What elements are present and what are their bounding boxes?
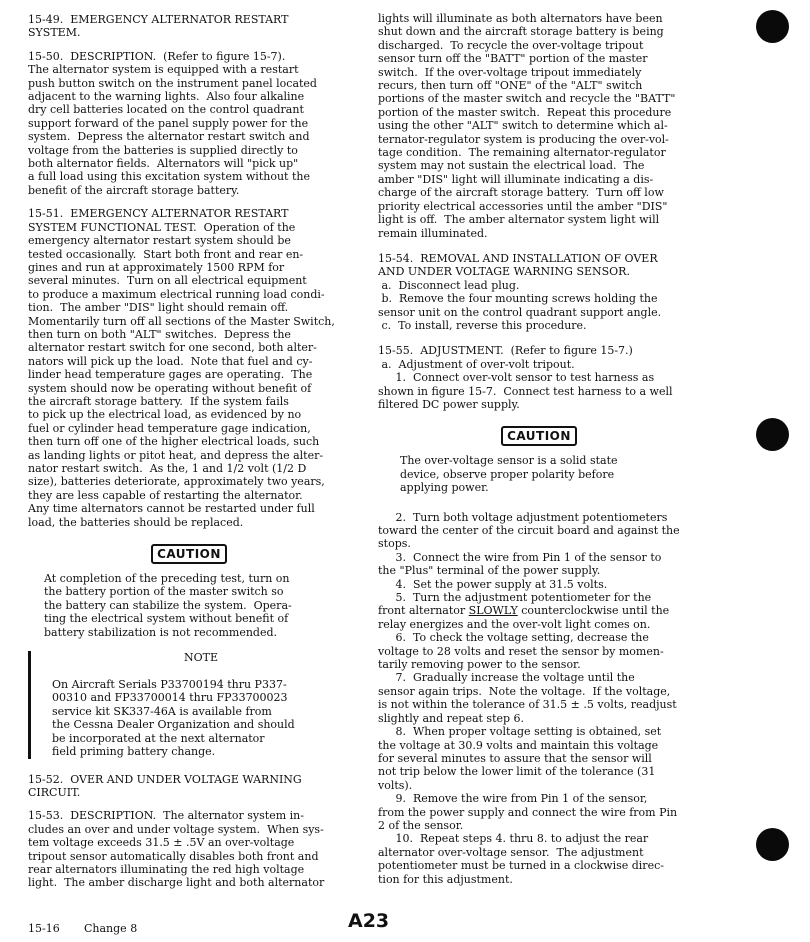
text-line: system may not sustain the electrical load. The — [378, 159, 645, 173]
text-line: tion. The amber "DIS" light should remain off. — [28, 301, 289, 315]
text-line: device, observe proper polarity before — [400, 467, 615, 481]
text-line: AND UNDER VOLTAGE WARNING SENSOR. — [378, 265, 630, 279]
text-line: remain illuminated. — [378, 226, 488, 240]
text-line: the voltage at 30.9 volts and maintain this voltage — [378, 738, 659, 752]
text-line: 8. When proper voltage setting is obtained, set — [378, 725, 662, 739]
text-line: lights will illuminate as both alternators have been — [378, 12, 663, 25]
text-line: switch. If the over-voltage tripout immediately — [378, 65, 642, 79]
section-15-53-continued — [378, 12, 700, 240]
text-line: the Cessna Dealer Organization and should — [52, 718, 295, 732]
text-line: stops. — [378, 537, 411, 551]
text-line: 00310 and FP33700014 thru FP33700023 — [52, 691, 288, 705]
text-line: 4. Set the power supply at 31.5 volts. — [378, 577, 608, 591]
text-line: light. The amber discharge light and both alternator — [28, 876, 325, 890]
text-line: field priming battery change. — [52, 745, 216, 759]
text-line: potentiometer must be turned in a clockwise direc- — [378, 859, 664, 873]
text-line: load, the batteries should be replaced. — [28, 515, 244, 529]
note-title: NOTE — [183, 651, 218, 665]
text-line: 15-50. DESCRIPTION. (Refer to figure 15-7). — [28, 49, 286, 63]
left-column — [28, 13, 350, 890]
caution-label-right: CAUTION — [501, 426, 577, 446]
text-line: the aircraft storage battery. If the system fails — [28, 394, 289, 408]
text-line: 5. Turn the adjustment potentiometer for the — [378, 591, 652, 605]
text-line: both alternator fields. Alternators will "pick up" — [28, 157, 299, 171]
text-line: The alternator system is equipped with a restart — [28, 63, 299, 77]
text-line: sensor again trips. Note the voltage. If the voltage, — [378, 684, 671, 698]
text-line: emergency alternator restart system should be — [28, 234, 291, 248]
text-line: Any time alternators cannot be restarted under full — [28, 502, 315, 516]
text-line: alternator restart switch for one second, both alter- — [28, 341, 317, 355]
text-line: linder head temperature gages are operating. The — [28, 368, 313, 382]
note-box — [28, 651, 350, 758]
slowly-emphasis: SLOWLY — [468, 604, 518, 618]
text-line: dry cell batteries located on the control quadrant — [28, 103, 304, 117]
text-line: for several minutes to assure that the sensor will — [378, 751, 652, 765]
change-number: Change 8 — [84, 922, 138, 935]
caution-label-left: CAUTION — [151, 544, 227, 564]
text-line: tion for this adjustment. — [378, 872, 513, 886]
text-line: 3. Connect the wire from Pin 1 of the sensor to — [378, 550, 662, 564]
text-line: cludes an over and under voltage system. When sys- — [28, 822, 324, 836]
section-15-51 — [28, 207, 350, 529]
text-line: voltage to 28 volts and reset the sensor by momen- — [378, 644, 664, 658]
text-line: tarily removing power to the sensor. — [378, 658, 581, 672]
text-line: At completion of the preceding test, turn on — [44, 572, 290, 586]
text-line: to pick up the electrical load, as evidenced by no — [28, 408, 302, 422]
text-line: The over-voltage sensor is a solid state — [400, 454, 618, 468]
text-line: 7. Gradually increase the voltage until the — [378, 671, 635, 685]
section-15-53 — [28, 809, 350, 889]
text-line: a full load using this excitation system without the — [28, 170, 310, 184]
text-line: shown in figure 15-7. Connect test harness to a well — [378, 384, 673, 398]
text-line: 15-49. EMERGENCY ALTERNATOR RESTART — [28, 13, 289, 26]
text-line: then turn on both "ALT" switches. Depress the — [28, 327, 291, 341]
text-line: support forward of the panel supply power for the — [28, 116, 309, 130]
note-change-bar — [28, 651, 31, 758]
page-number: 15-16 — [28, 922, 60, 935]
text-line: portions of the master switch and recycle the "BATT" — [378, 92, 676, 106]
binder-hole-middle — [756, 418, 789, 451]
text-line: slightly and repeat step 6. — [378, 711, 525, 725]
text-line: using the other "ALT" switch to determine which al- — [378, 119, 668, 133]
text-line: gines and run at approximately 1500 RPM for — [28, 260, 285, 274]
text-line: size), batteries deteriorate, approximately two years, — [28, 475, 325, 489]
section-15-50 — [28, 50, 350, 197]
text-line: volts). — [378, 778, 413, 792]
text-line: fuel or cylinder head temperature gage indication, — [28, 421, 311, 435]
text-line: tested occasionally. Start both front and rear en- — [28, 247, 304, 261]
text-line: 9. Remove the wire from Pin 1 of the sensor, — [378, 792, 648, 806]
text-line: applying power. — [400, 481, 489, 495]
text-line: nator restart switch. As the, 1 and 1/2 volt (1/2 D — [28, 462, 307, 475]
text-line: 15-54. REMOVAL AND INSTALLATION OF OVER — [378, 251, 658, 265]
text-line: rear alternators illuminating the red high voltage — [28, 862, 305, 876]
text-line: tem voltage exceeds 31.5 ± .5V an over-voltage — [28, 836, 295, 850]
text-line: is not within the tolerance of 31.5 ± .5 volts, readjust — [378, 698, 677, 712]
text-line: tage condition. The remaining alternator-regulator — [378, 146, 666, 160]
text-line: the battery can stabilize the system. Opera- — [44, 598, 292, 612]
step-5-line: front alternator SLOWLY counterclockwise until the — [378, 604, 670, 618]
text-line: filtered DC power supply. — [378, 397, 520, 411]
adjustment-steps-a — [378, 511, 700, 605]
text-line: CIRCUIT. — [28, 785, 81, 799]
text-line: service kit SK337-46A is available from — [52, 704, 272, 718]
text-line: system should now be operating without benefit of — [28, 381, 312, 395]
text-line: a. Adjustment of over-volt tripout. — [378, 357, 575, 371]
text-line: b. Remove the four mounting screws holding the — [378, 292, 658, 306]
text-line: SYSTEM FUNCTIONAL TEST. Operation of the — [28, 220, 296, 234]
text-line: to produce a maximum electrical running load condi- — [28, 287, 325, 301]
text-line: shut down and the aircraft storage battery is being — [378, 25, 664, 39]
text-line: relay energizes and the over-volt light comes on. — [378, 617, 651, 631]
text-line: as landing lights or pitot heat, and depress the alter- — [28, 448, 324, 462]
caution-text-right — [378, 454, 700, 494]
text-line: they are less capable of restarting the alternator. — [28, 488, 303, 502]
text-line: 15-51. EMERGENCY ALTERNATOR RESTART — [28, 207, 289, 221]
text-line: the "Plus" terminal of the power supply. — [378, 564, 601, 578]
section-15-52 — [28, 773, 350, 800]
text-line: a. Disconnect lead plug. — [378, 278, 520, 292]
binder-hole-bottom — [756, 828, 789, 861]
text-line: light is off. The amber alternator system light will — [378, 213, 660, 227]
section-15-55 — [378, 344, 700, 411]
text-line: sensor turn off the "BATT" portion of the master — [378, 52, 648, 66]
text-line: discharged. To recycle the over-voltage tripout — [378, 38, 644, 52]
text-line: then turn off one of the higher electrical loads, such — [28, 435, 320, 449]
text-line: the battery portion of the master switch so — [44, 585, 284, 599]
text-line: amber "DIS" light will illuminate indicating a dis- — [378, 172, 654, 186]
text-line: not trip below the lower limit of the tolerance (31 — [378, 765, 656, 779]
text-line: from the power supply and connect the wire from Pin — [378, 805, 678, 819]
text-line: tripout sensor automatically disables both front and — [28, 849, 319, 863]
text-line: several minutes. Turn on all electrical equipment — [28, 274, 307, 288]
text-line: 15-53. DESCRIPTION. The alternator system in- — [28, 809, 304, 823]
text-line: 15-55. ADJUSTMENT. (Refer to figure 15-7.) — [378, 344, 633, 358]
text-line: 15-52. OVER AND UNDER VOLTAGE WARNING — [28, 772, 302, 786]
text-line: 2. Turn both voltage adjustment potentiometers — [378, 510, 668, 524]
text-line: ting the electrical system without benefit of — [44, 612, 289, 626]
text-line: On Aircraft Serials P33700194 thru P337- — [52, 678, 287, 692]
text-line: benefit of the aircraft storage battery. — [28, 183, 240, 197]
text-line: be incorporated at the next alternator — [52, 731, 265, 745]
text-line: sensor unit on the control quadrant support angle. — [378, 305, 662, 319]
text-line: SYSTEM. — [28, 26, 81, 40]
right-column — [378, 12, 700, 886]
text-line: portion of the master switch. Repeat this procedure — [378, 105, 672, 119]
text-line: alternator over-voltage sensor. The adjustment — [378, 845, 644, 859]
text-line: priority electrical accessories until the amber "DIS" — [378, 199, 668, 213]
section-15-54 — [378, 252, 700, 332]
section-15-49 — [28, 13, 350, 40]
text-line: 6. To check the voltage setting, decrease the — [378, 631, 649, 645]
text-line: ternator-regulator system is producing the over-vol- — [378, 132, 669, 146]
frame-code: A23 — [348, 910, 390, 932]
adjustment-steps-b — [378, 618, 700, 886]
note-text — [52, 678, 350, 758]
text-line: battery stabilization is not recommended. — [44, 625, 278, 639]
text-line: push button switch on the instrument panel located — [28, 76, 317, 90]
text-line: system. Depress the alternator restart switch and — [28, 130, 310, 144]
text-line: recurs, then turn off "ONE" of the "ALT" switch — [378, 79, 643, 93]
text-line: c. To install, reverse this procedure. — [378, 318, 587, 332]
text-line: 2 of the sensor. — [378, 818, 464, 832]
text-line: 10. Repeat steps 4. thru 8. to adjust the rear — [378, 832, 649, 846]
text-line: toward the center of the circuit board and against the — [378, 524, 680, 537]
text-line: nators will pick up the load. Note that fuel and cy- — [28, 354, 313, 368]
binder-hole-top — [756, 10, 789, 43]
text-line: adjacent to the warning lights. Also four alkaline — [28, 90, 305, 104]
text-line: voltage from the batteries is supplied directly to — [28, 143, 298, 157]
text-line: Momentarily turn off all sections of the Master Switch, — [28, 314, 335, 328]
text-line: 1. Connect over-volt sensor to test harness as — [378, 371, 655, 385]
caution-text-left — [28, 572, 350, 639]
text-line: charge of the aircraft storage battery. Turn off low — [378, 186, 664, 200]
